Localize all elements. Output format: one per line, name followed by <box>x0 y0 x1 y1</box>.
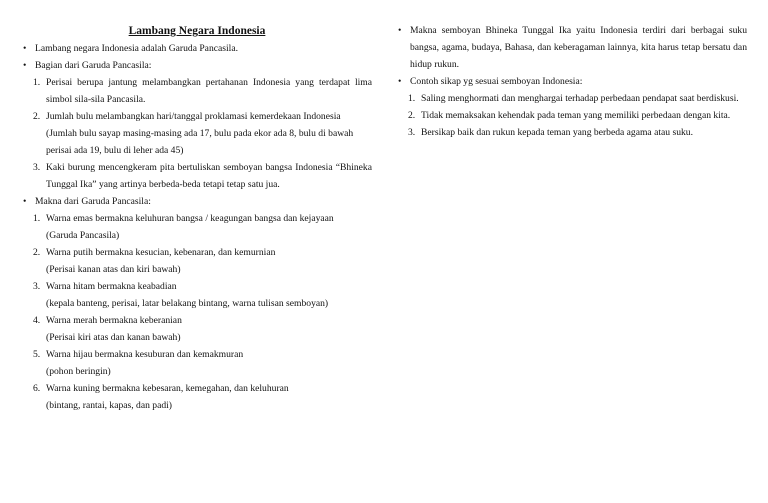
bullet-semboyan <box>397 22 747 73</box>
list-item <box>397 124 747 141</box>
item-number: 3. <box>408 127 416 138</box>
item-number: 1. <box>33 77 41 88</box>
bullet-text: Lambang negara Indonesia adalah Garuda Pancasila. <box>35 43 238 54</box>
bullet-makna <box>22 193 372 210</box>
list-item <box>397 90 747 107</box>
bullet-lambang <box>22 40 372 57</box>
left-column <box>22 22 372 414</box>
item-number: 3. <box>33 162 41 173</box>
bullet-contoh <box>397 73 747 90</box>
item-note: (pohon beringin) <box>46 366 111 377</box>
item-number: 6. <box>33 383 41 394</box>
item-text: Bersikap baik dan rukun kepada teman yang berbeda agama atau suku. <box>421 127 693 138</box>
item-text: Warna kuning bermakna kebesaran, kemegahan, dan keluhuran <box>46 383 289 394</box>
list-item <box>22 74 372 108</box>
item-note: (bintang, rantai, kapas, dan padi) <box>46 400 173 411</box>
item-text: Jumlah bulu melambangkan hari/tanggal proklamasi kemerdekaan Indonesia <box>46 111 341 122</box>
item-number: 4. <box>33 315 41 326</box>
item-number: 1. <box>33 213 41 224</box>
bullet-text: Contoh sikap yg sesuai semboyan Indonesia: <box>410 76 583 87</box>
item-text: Tidak memaksakan kehendak pada teman yang memiliki perbedaan dengan kita. <box>421 110 731 121</box>
item-number: 2. <box>33 247 41 258</box>
list-item <box>22 244 372 261</box>
list-item <box>22 108 372 125</box>
item-text: Perisai berupa jantung melambangkan pertahanan Indonesia yang terdapat lima simbol sila-sila Pancasila. <box>46 77 372 105</box>
item-text: Saling menghormati dan menghargai terhadap perbedaan pendapat saat berdiskusi. <box>421 93 739 104</box>
item-text: Warna merah bermakna keberanian <box>46 315 182 326</box>
item-number: 2. <box>33 111 41 122</box>
item-text: Kaki burung mencengkeram pita bertuliskan semboyan bangsa Indonesia “Bhineka Tunggal Ika” yang artinya berbeda-beda tetapi tetap satu jua. <box>46 162 372 190</box>
bullet-text: Makna dari Garuda Pancasila: <box>35 196 151 207</box>
item-number: 3. <box>33 281 41 292</box>
bullet-text: Bagian dari Garuda Pancasila: <box>35 60 152 71</box>
list-item <box>22 380 372 397</box>
bullet-text: Makna semboyan Bhineka Tunggal Ika yaitu Indonesia terdiri dari berbagai suku bangsa, agama, budaya, Bahasa, dan keberagaman lainnya, kita harus tetap bersatu dan hidup rukun. <box>410 25 747 70</box>
item-number: 1. <box>408 93 416 104</box>
item-number: 2. <box>408 110 416 121</box>
item-note: (Jumlah bulu sayap masing-masing ada 17, bulu pada ekor ada 8, bulu di bawah perisai ada 19, bulu di leher ada 45) <box>46 128 354 156</box>
item-text: Warna putih bermakna kesucian, kebenaran, dan kemurnian <box>46 247 276 258</box>
list-item <box>22 312 372 329</box>
list-item <box>22 278 372 295</box>
list-item <box>22 159 372 193</box>
item-note: (Perisai kiri atas dan kanan bawah) <box>46 332 181 343</box>
item-text: Warna hitam bermakna keabadian <box>46 281 177 292</box>
item-text: Warna emas bermakna keluhuran bangsa / keagungan bangsa dan kejayaan <box>46 213 334 224</box>
item-number: 5. <box>33 349 41 360</box>
list-item <box>22 210 372 227</box>
item-note: (Perisai kanan atas dan kiri bawah) <box>46 264 181 275</box>
list-item <box>397 107 747 124</box>
document-title: Lambang Negara Indonesia <box>128 25 266 37</box>
right-column <box>397 22 747 141</box>
item-text: Warna hijau bermakna kesuburan dan kemakmuran <box>46 349 244 360</box>
item-note: (Garuda Pancasila) <box>46 230 120 241</box>
item-note: (kepala banteng, perisai, latar belakang bintang, warna tulisan semboyan) <box>46 298 329 309</box>
list-item <box>22 346 372 363</box>
bullet-bagian <box>22 57 372 74</box>
